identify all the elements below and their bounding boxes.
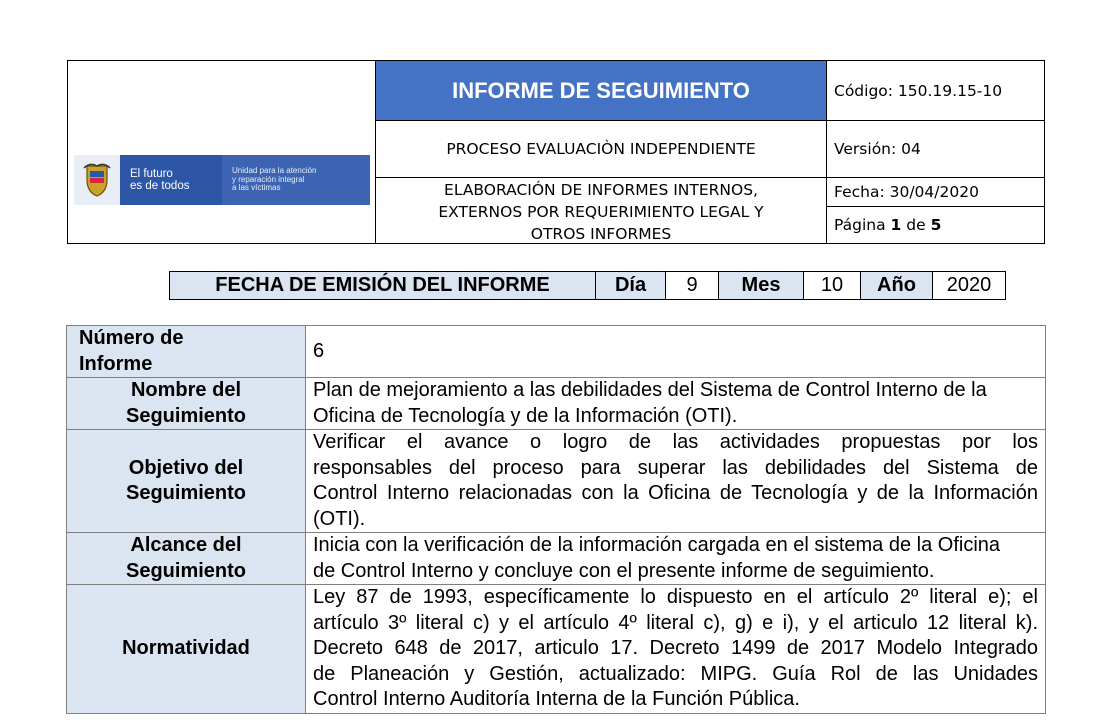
table-row	[67, 585, 1046, 714]
row-key-line: Normatividad	[122, 637, 250, 659]
row-value	[306, 430, 1046, 533]
row-value	[306, 585, 1046, 714]
row-key-line: Informe	[79, 352, 153, 375]
emission-date-label: FECHA DE EMISIÓN DEL INFORME	[170, 272, 596, 299]
row-value-line: de Control Interno y concluye con el presente informe de seguimiento.	[313, 559, 935, 582]
page-of: de	[901, 216, 931, 234]
document-version: Versión: 04	[827, 121, 1044, 178]
logo-unit-line1: Unidad para la atención	[232, 166, 317, 176]
elaboration-text	[376, 178, 827, 243]
coat-of-arms-icon	[74, 155, 120, 205]
month-label: Mes	[719, 272, 804, 299]
row-value-line: de Planeación y Gestión, actualizado: MIPG. Guía Rol de las Unidades	[313, 662, 1038, 685]
row-key	[67, 326, 306, 378]
day-label: Día	[596, 272, 666, 299]
logo-unit-line2: y reparación integral	[232, 174, 305, 184]
row-value-line: Plan de mejoramiento a las debilidades del Sistema de Control Interno de la	[313, 379, 987, 401]
report-title: INFORME DE SEGUIMIENTO	[376, 61, 827, 121]
table-row	[67, 533, 1046, 585]
row-key	[67, 585, 306, 714]
logo-slogan	[120, 155, 222, 205]
table-row	[67, 326, 1046, 378]
row-value	[306, 378, 1046, 430]
page-total: 5	[930, 216, 942, 234]
row-value-line: Control Interno Auditoría Interna de la Función Pública.	[313, 688, 800, 710]
document-date: Fecha: 30/04/2020	[827, 178, 1044, 207]
elaboration-line: ELABORACIÓN DE INFORMES INTERNOS,	[444, 181, 758, 199]
row-value-line: Ley 87 de 1993, específicamente lo dispuesto en el artículo 2º literal e); el	[313, 586, 1038, 608]
row-key	[67, 533, 306, 585]
emission-date-row	[169, 271, 1006, 300]
page-number	[827, 207, 1044, 243]
row-value	[306, 533, 1046, 585]
row-value	[306, 326, 1046, 378]
report-info-table	[66, 325, 1046, 714]
logo-slogan-line2: es de todos	[130, 180, 190, 192]
row-key-line: Seguimiento	[125, 559, 246, 582]
row-key	[67, 378, 306, 430]
row-key-line: Objetivo del	[128, 456, 244, 479]
row-value-line: responsables del proceso para superar las debilidades del Sistema de	[313, 456, 1038, 479]
page-current: 1	[890, 216, 902, 234]
row-value-line: Decreto 648 de 2017, articulo 17. Decreto 1499 de 2017 Modelo Integrado	[313, 637, 1038, 659]
document-header	[67, 60, 1045, 244]
elaboration-line: EXTERNOS POR REQUERIMIENTO LEGAL Y	[438, 203, 764, 221]
logo-slogan-line1: El futuro	[130, 168, 173, 180]
row-value-line: Inicia con la verificación de la información cargada en el sistema de la Oficina	[313, 534, 1001, 556]
process-name: PROCESO EVALUACIÒN INDEPENDIENTE	[376, 121, 827, 178]
row-key-line: Alcance del	[130, 534, 242, 556]
year-value: 2020	[946, 274, 992, 296]
document-code: Código: 150.19.15-10	[827, 61, 1044, 121]
row-value-line: 6	[313, 339, 325, 362]
row-value-line: (OTI).	[313, 507, 366, 530]
row-key	[67, 430, 306, 533]
institution-logo	[74, 155, 370, 205]
day-value: 9	[666, 272, 719, 299]
row-key-line: Número de	[79, 327, 184, 349]
table-row	[67, 378, 1046, 430]
logo-unit-line3: a las víctimas	[232, 183, 281, 193]
logo-cell	[68, 61, 376, 243]
year-label: Año	[861, 272, 933, 299]
month-value: 10	[804, 272, 861, 299]
table-row	[67, 430, 1046, 533]
row-value-line: Oficina de Tecnología y de la Información (OTI).	[313, 404, 738, 427]
page-prefix: Página	[834, 216, 891, 234]
row-key-line: Seguimiento	[125, 404, 246, 427]
row-key-line: Seguimiento	[125, 482, 246, 504]
row-value-line: Verificar el avance o logro de las actividades propuestas por los	[313, 431, 1038, 453]
row-key-line: Nombre del	[130, 379, 242, 401]
row-value-line: Control Interno relacionadas con la Oficina de Tecnología y de la Información	[313, 482, 1038, 504]
row-value-line: artículo 3º literal c) y el artículo 4º literal c), g) e i), y el articulo 12 literal k).	[313, 611, 1038, 634]
elaboration-line: OTROS INFORMES	[530, 225, 672, 243]
logo-unit-name	[222, 155, 370, 205]
